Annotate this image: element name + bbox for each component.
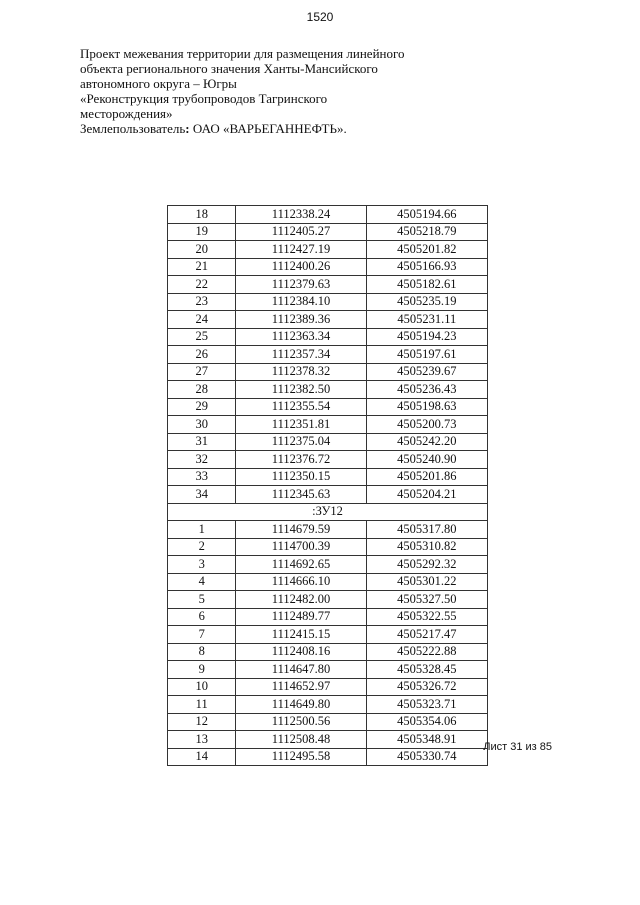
table-row bbox=[168, 293, 488, 311]
point-number-cell: 26 bbox=[168, 346, 236, 364]
table-row bbox=[168, 521, 488, 539]
coordinates-table-body bbox=[168, 206, 488, 766]
coordinates-table bbox=[167, 205, 488, 766]
x-coordinate-cell: 1112489.77 bbox=[236, 608, 366, 626]
table-row bbox=[168, 206, 488, 224]
sheet-counter: Лист 31 из 85 bbox=[483, 741, 552, 753]
x-coordinate-cell: 1114647.80 bbox=[236, 661, 366, 679]
x-coordinate-cell: 1112427.19 bbox=[236, 241, 366, 259]
x-coordinate-cell: 1112375.04 bbox=[236, 433, 366, 451]
land-user-colon: : bbox=[185, 121, 190, 136]
table-row bbox=[168, 643, 488, 661]
point-number-cell: 12 bbox=[168, 713, 236, 731]
y-coordinate-cell: 4505239.67 bbox=[366, 363, 487, 381]
table-row bbox=[168, 258, 488, 276]
x-coordinate-cell: 1114692.65 bbox=[236, 556, 366, 574]
point-number-cell: 18 bbox=[168, 206, 236, 224]
x-coordinate-cell: 1112500.56 bbox=[236, 713, 366, 731]
x-coordinate-cell: 1114666.10 bbox=[236, 573, 366, 591]
y-coordinate-cell: 4505236.43 bbox=[366, 381, 487, 399]
header-line-1: Проект межевания территории для размещения линейного bbox=[80, 46, 405, 61]
y-coordinate-cell: 4505197.61 bbox=[366, 346, 487, 364]
y-coordinate-cell: 4505301.22 bbox=[366, 573, 487, 591]
point-number-cell: 6 bbox=[168, 608, 236, 626]
table-row bbox=[168, 276, 488, 294]
point-number-cell: 34 bbox=[168, 486, 236, 504]
page-number: 1520 bbox=[306, 10, 334, 24]
y-coordinate-cell: 4505322.55 bbox=[366, 608, 487, 626]
table-row bbox=[168, 363, 488, 381]
section-row bbox=[168, 503, 488, 521]
point-number-cell: 13 bbox=[168, 731, 236, 749]
point-number-cell: 33 bbox=[168, 468, 236, 486]
point-number-cell: 29 bbox=[168, 398, 236, 416]
y-coordinate-cell: 4505200.73 bbox=[366, 416, 487, 434]
point-number-cell: 23 bbox=[168, 293, 236, 311]
y-coordinate-cell: 4505182.61 bbox=[366, 276, 487, 294]
point-number-cell: 25 bbox=[168, 328, 236, 346]
table-row bbox=[168, 731, 488, 749]
x-coordinate-cell: 1114679.59 bbox=[236, 521, 366, 539]
x-coordinate-cell: 1112415.15 bbox=[236, 626, 366, 644]
point-number-cell: 32 bbox=[168, 451, 236, 469]
x-coordinate-cell: 1112400.26 bbox=[236, 258, 366, 276]
x-coordinate-cell: 1112379.63 bbox=[236, 276, 366, 294]
point-number-cell: 9 bbox=[168, 661, 236, 679]
x-coordinate-cell: 1114700.39 bbox=[236, 538, 366, 556]
x-coordinate-cell: 1112408.16 bbox=[236, 643, 366, 661]
x-coordinate-cell: 1112351.81 bbox=[236, 416, 366, 434]
table-row bbox=[168, 591, 488, 609]
table-row bbox=[168, 748, 488, 766]
point-number-cell: 21 bbox=[168, 258, 236, 276]
x-coordinate-cell: 1112389.36 bbox=[236, 311, 366, 329]
y-coordinate-cell: 4505231.11 bbox=[366, 311, 487, 329]
y-coordinate-cell: 4505317.80 bbox=[366, 521, 487, 539]
x-coordinate-cell: 1112345.63 bbox=[236, 486, 366, 504]
point-number-cell: 4 bbox=[168, 573, 236, 591]
y-coordinate-cell: 4505327.50 bbox=[366, 591, 487, 609]
y-coordinate-cell: 4505326.72 bbox=[366, 678, 487, 696]
table-row bbox=[168, 696, 488, 714]
y-coordinate-cell: 4505218.79 bbox=[366, 223, 487, 241]
table-row bbox=[168, 538, 488, 556]
table-row bbox=[168, 381, 488, 399]
point-number-cell: 20 bbox=[168, 241, 236, 259]
table-row bbox=[168, 468, 488, 486]
table-row bbox=[168, 573, 488, 591]
point-number-cell: 3 bbox=[168, 556, 236, 574]
point-number-cell: 11 bbox=[168, 696, 236, 714]
y-coordinate-cell: 4505201.86 bbox=[366, 468, 487, 486]
y-coordinate-cell: 4505222.88 bbox=[366, 643, 487, 661]
y-coordinate-cell: 4505348.91 bbox=[366, 731, 487, 749]
table-row bbox=[168, 626, 488, 644]
point-number-cell: 22 bbox=[168, 276, 236, 294]
x-coordinate-cell: 1112378.32 bbox=[236, 363, 366, 381]
table-row bbox=[168, 328, 488, 346]
x-coordinate-cell: 1112357.34 bbox=[236, 346, 366, 364]
y-coordinate-cell: 4505328.45 bbox=[366, 661, 487, 679]
x-coordinate-cell: 1112405.27 bbox=[236, 223, 366, 241]
table-row bbox=[168, 713, 488, 731]
x-coordinate-cell: 1114652.97 bbox=[236, 678, 366, 696]
table-row bbox=[168, 556, 488, 574]
y-coordinate-cell: 4505323.71 bbox=[366, 696, 487, 714]
header-line-2: объекта регионального значения Ханты-Мансийского bbox=[80, 61, 378, 76]
x-coordinate-cell: 1114649.80 bbox=[236, 696, 366, 714]
table-row bbox=[168, 451, 488, 469]
table-row bbox=[168, 486, 488, 504]
x-coordinate-cell: 1112482.00 bbox=[236, 591, 366, 609]
land-user-line bbox=[80, 121, 500, 136]
x-coordinate-cell: 1112495.58 bbox=[236, 748, 366, 766]
header-line-3: автономного округа – Югры bbox=[80, 76, 237, 91]
point-number-cell: 14 bbox=[168, 748, 236, 766]
point-number-cell: 7 bbox=[168, 626, 236, 644]
point-number-cell: 24 bbox=[168, 311, 236, 329]
y-coordinate-cell: 4505166.93 bbox=[366, 258, 487, 276]
land-user-value: ОАО «ВАРЬЕГАННЕФТЬ». bbox=[189, 121, 347, 136]
table-row bbox=[168, 346, 488, 364]
x-coordinate-cell: 1112382.50 bbox=[236, 381, 366, 399]
y-coordinate-cell: 4505240.90 bbox=[366, 451, 487, 469]
table-row bbox=[168, 678, 488, 696]
y-coordinate-cell: 4505235.19 bbox=[366, 293, 487, 311]
y-coordinate-cell: 4505310.82 bbox=[366, 538, 487, 556]
point-number-cell: 1 bbox=[168, 521, 236, 539]
x-coordinate-cell: 1112384.10 bbox=[236, 293, 366, 311]
point-number-cell: 27 bbox=[168, 363, 236, 381]
y-coordinate-cell: 4505194.23 bbox=[366, 328, 487, 346]
header-line-4: «Реконструкция трубопроводов Тагринского bbox=[80, 91, 328, 106]
y-coordinate-cell: 4505217.47 bbox=[366, 626, 487, 644]
point-number-cell: 8 bbox=[168, 643, 236, 661]
x-coordinate-cell: 1112376.72 bbox=[236, 451, 366, 469]
y-coordinate-cell: 4505242.20 bbox=[366, 433, 487, 451]
table-row bbox=[168, 433, 488, 451]
y-coordinate-cell: 4505198.63 bbox=[366, 398, 487, 416]
point-number-cell: 10 bbox=[168, 678, 236, 696]
y-coordinate-cell: 4505201.82 bbox=[366, 241, 487, 259]
y-coordinate-cell: 4505330.74 bbox=[366, 748, 487, 766]
point-number-cell: 30 bbox=[168, 416, 236, 434]
table-row bbox=[168, 241, 488, 259]
x-coordinate-cell: 1112350.15 bbox=[236, 468, 366, 486]
land-user-label: Землепользователь bbox=[80, 121, 186, 136]
table-row bbox=[168, 311, 488, 329]
document-header bbox=[80, 46, 500, 136]
y-coordinate-cell: 4505194.66 bbox=[366, 206, 487, 224]
point-number-cell: 28 bbox=[168, 381, 236, 399]
point-number-cell: 31 bbox=[168, 433, 236, 451]
x-coordinate-cell: 1112338.24 bbox=[236, 206, 366, 224]
y-coordinate-cell: 4505354.06 bbox=[366, 713, 487, 731]
table-row bbox=[168, 223, 488, 241]
table-row bbox=[168, 661, 488, 679]
table-row bbox=[168, 398, 488, 416]
section-label: :ЗУ12 bbox=[168, 503, 488, 521]
y-coordinate-cell: 4505292.32 bbox=[366, 556, 487, 574]
x-coordinate-cell: 1112363.34 bbox=[236, 328, 366, 346]
point-number-cell: 19 bbox=[168, 223, 236, 241]
table-row bbox=[168, 416, 488, 434]
x-coordinate-cell: 1112355.54 bbox=[236, 398, 366, 416]
y-coordinate-cell: 4505204.21 bbox=[366, 486, 487, 504]
point-number-cell: 2 bbox=[168, 538, 236, 556]
header-line-5: месторождения» bbox=[80, 106, 173, 121]
table-row bbox=[168, 608, 488, 626]
x-coordinate-cell: 1112508.48 bbox=[236, 731, 366, 749]
point-number-cell: 5 bbox=[168, 591, 236, 609]
